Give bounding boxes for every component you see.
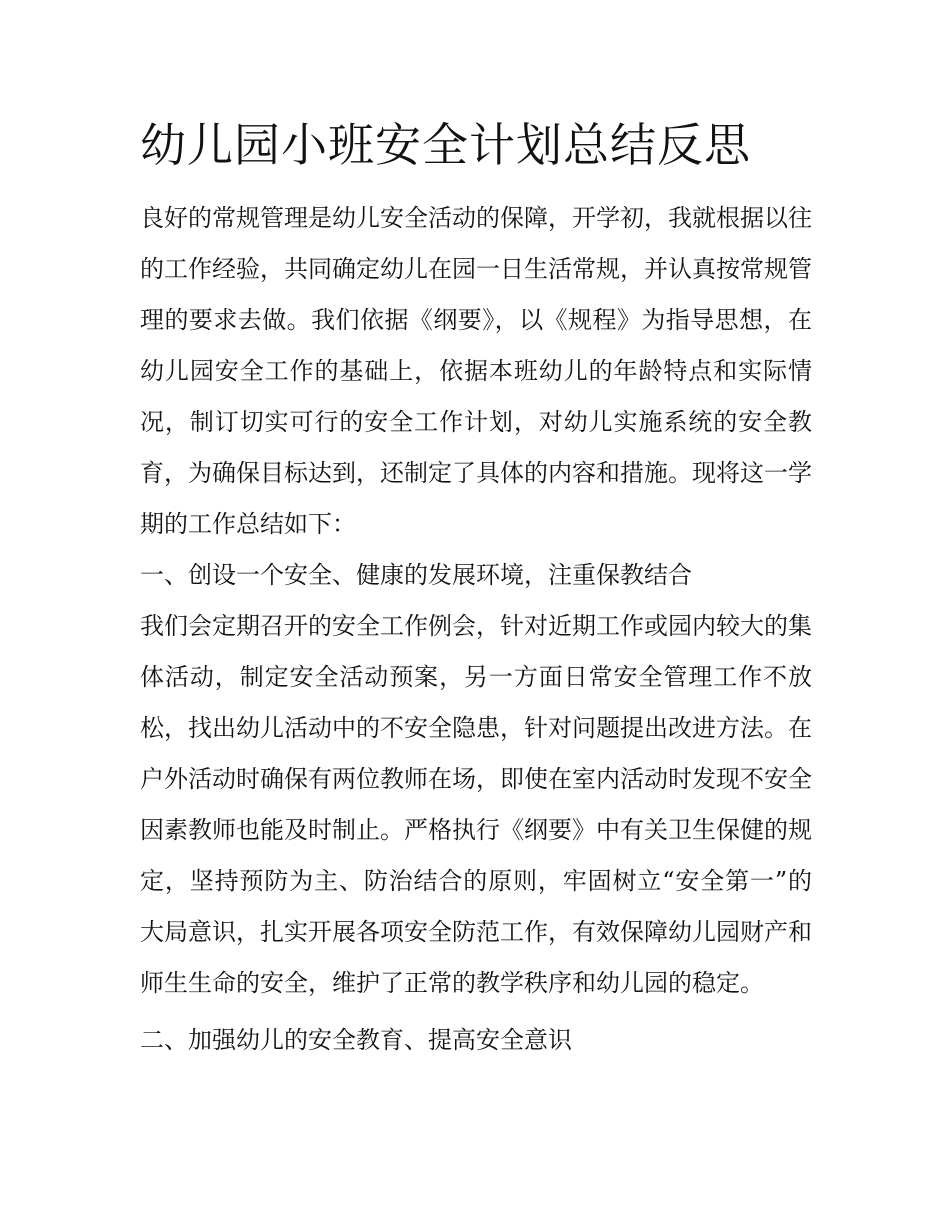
section-heading-1: 一、创设一个安全、健康的发展环境，注重保教结合 xyxy=(140,561,692,589)
intro-paragraph: 良好的常规管理是幼儿安全活动的保障，开学初，我就根据以往的工作经验，共同确定幼儿在园一日生活常规，并认真按常规管理的要求去做。我们依据《纲要》，以《规程》为指导思想，在幼儿园安全工作的基础上，依据本班幼儿的年龄特点和实际情况，制订切实可行的安全工作计划，对幼儿实施系统的安全教育，为确保目标达到，还制定了具体的内容和措施。现将这一学期的工作总结如下： xyxy=(140,204,812,538)
section-1-paragraph: 我们会定期召开的安全工作例会，针对近期工作或园内较大的集体活动，制定安全活动预案，另一方面日常安全管理工作不放松，找出幼儿活动中的不安全隐患，针对问题提出改进方法。在户外活动时确保有两位教师在场，即使在室内活动时发现不安全因素教师也能及时制止。严格执行《纲要》中有关卫生保健的规定，坚持预防为主、防治结合的原则，牢固树立“安全第一”的大局意识，扎实开展各项安全防范工作，有效保障幼儿园财产和师生生命的安全，维护了正常的教学秩序和幼儿园的稳定。 xyxy=(140,612,812,997)
section-heading-2: 二、加强幼儿的安全教育、提高安全意识 xyxy=(140,1026,572,1054)
document-page xyxy=(140,112,812,1066)
document-title: 幼儿园小班安全计划总结反思 xyxy=(140,118,751,172)
